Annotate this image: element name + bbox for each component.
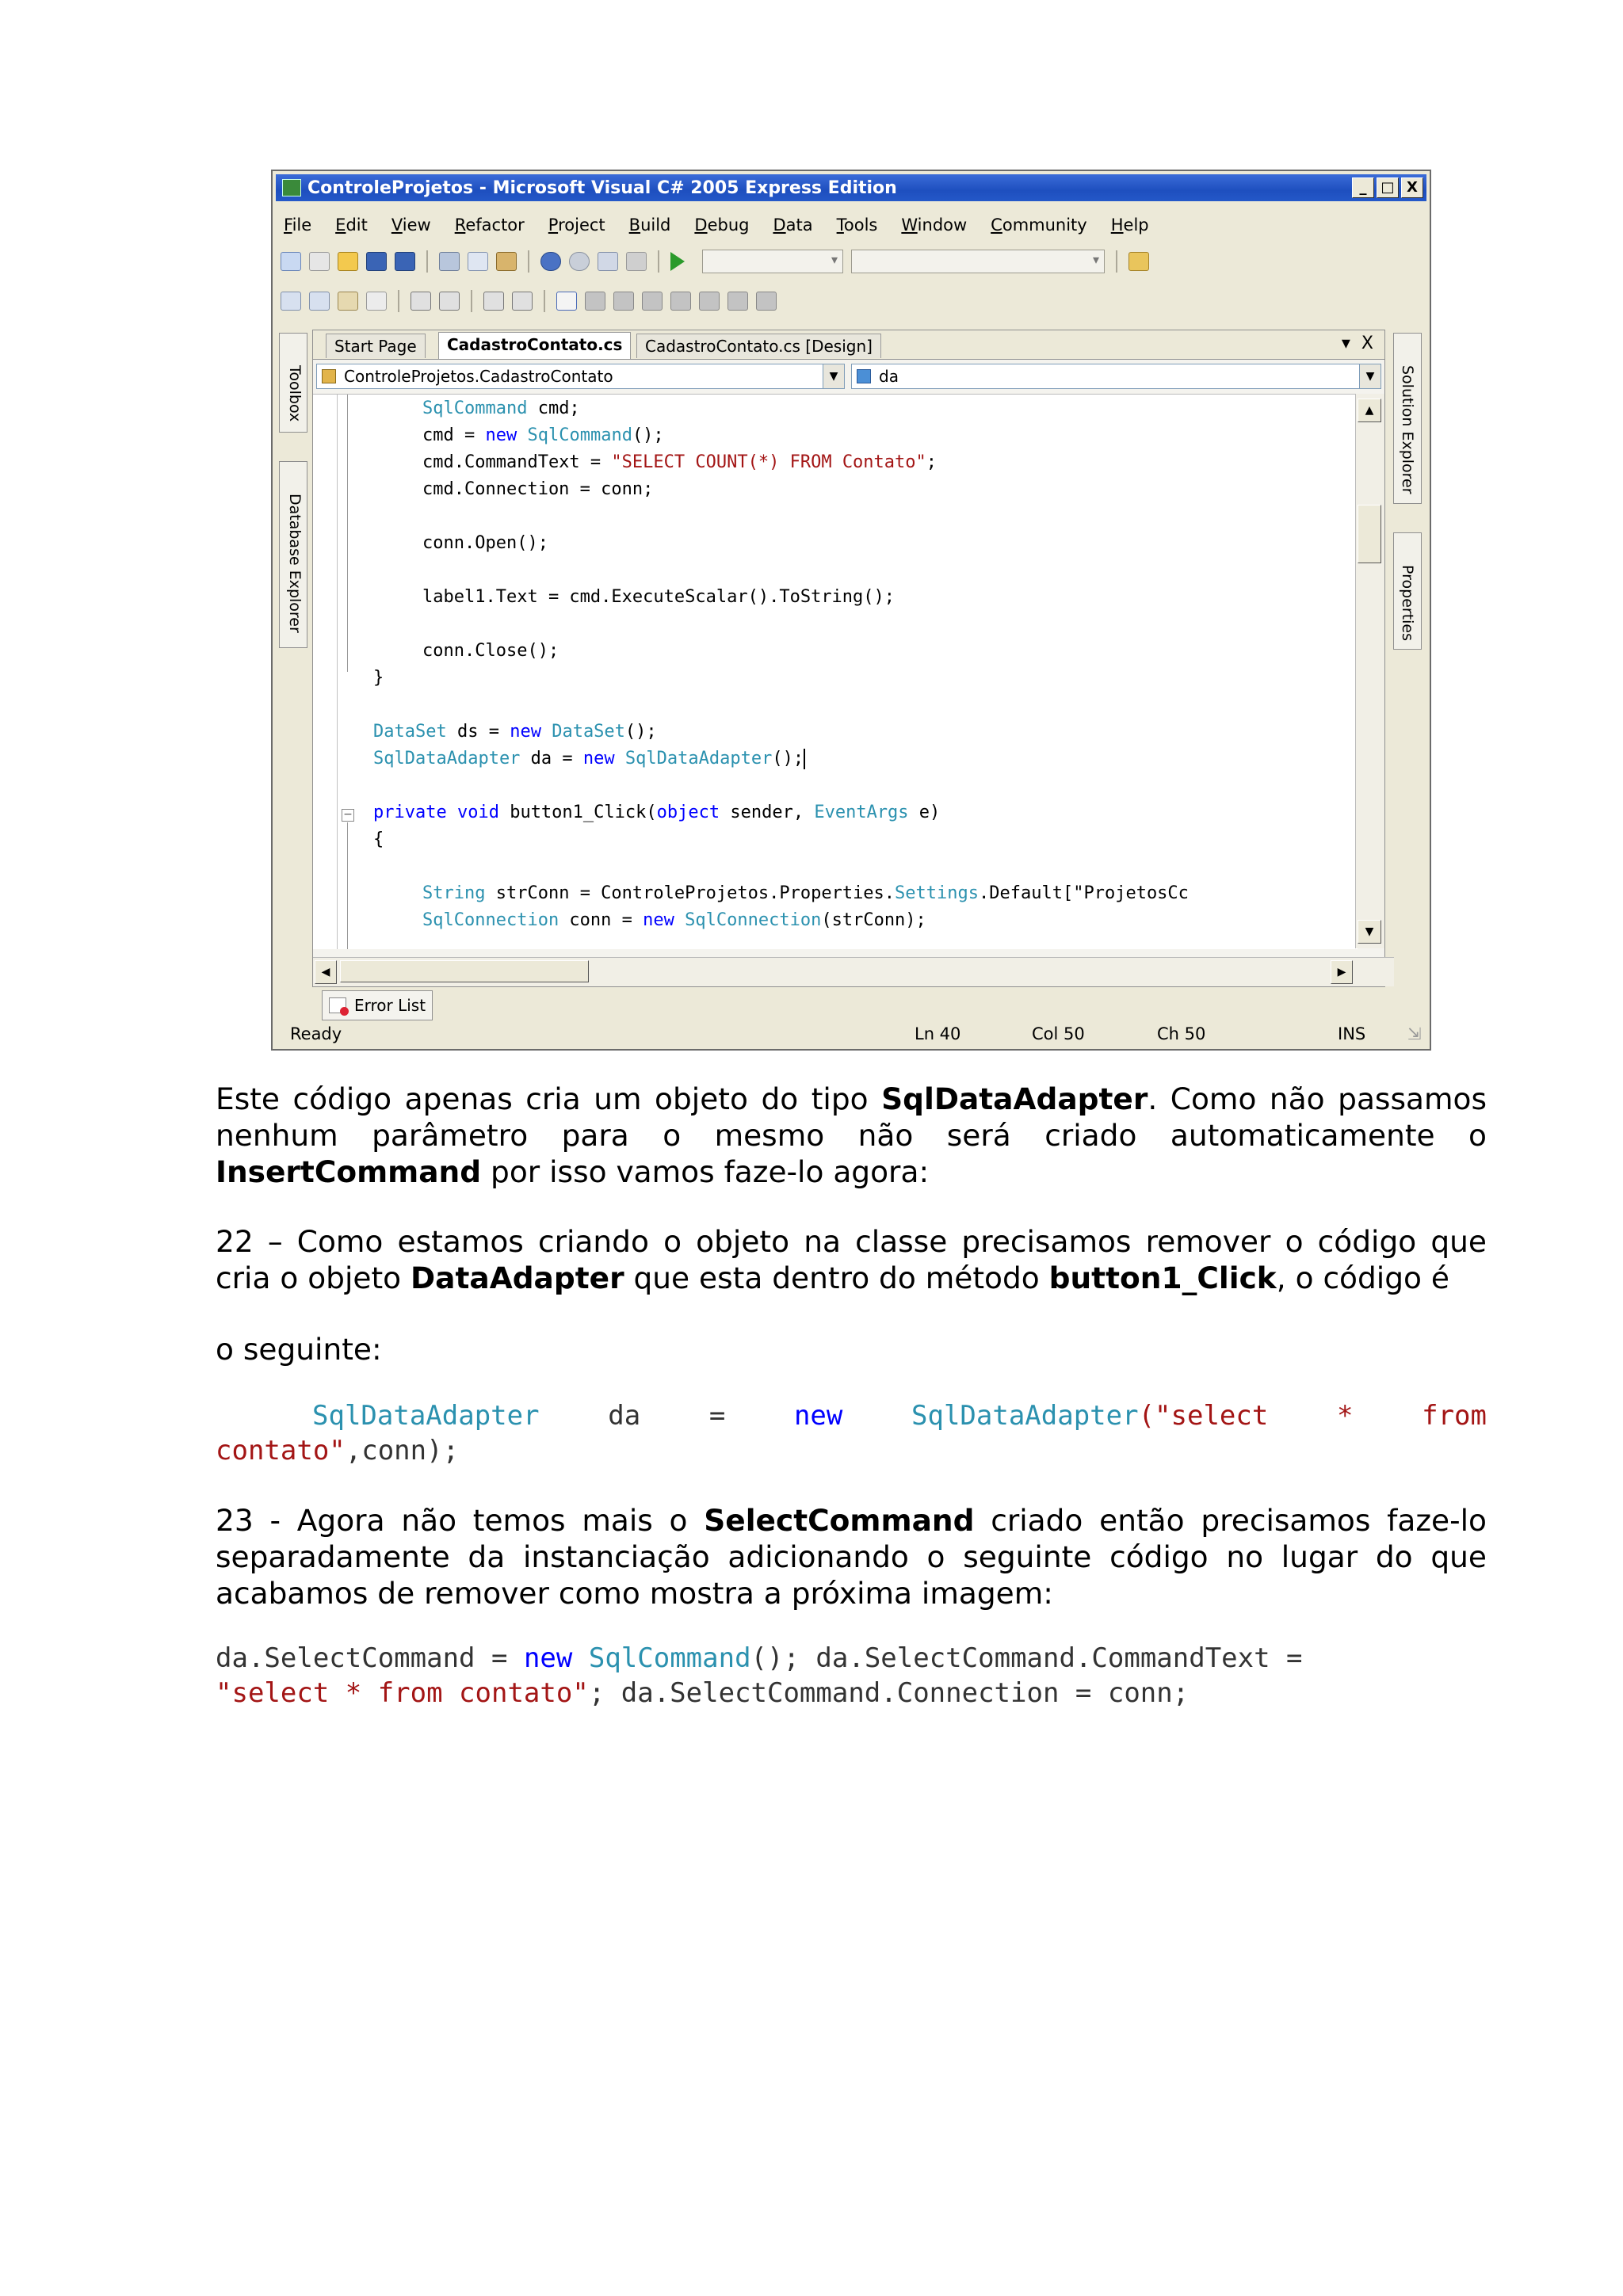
code-token: EventArgs bbox=[814, 803, 909, 822]
add-item-icon[interactable] bbox=[309, 252, 330, 271]
p1-text-c: . Como não passamos nenhum parâmetro para o mesmo não será criado automaticamente o bbox=[216, 1081, 1487, 1153]
menu-debug[interactable]: Debug bbox=[694, 215, 750, 235]
p1-bold-insertcommand: InsertCommand bbox=[216, 1154, 482, 1189]
code-token: ds = bbox=[446, 722, 510, 742]
copy-icon[interactable] bbox=[468, 252, 488, 271]
tab-start-page[interactable]: Start Page bbox=[326, 334, 426, 358]
menu-project[interactable]: Project bbox=[548, 215, 605, 235]
app-icon bbox=[282, 179, 301, 196]
menu-window[interactable]: Window bbox=[901, 215, 968, 235]
menu-community[interactable]: Community bbox=[991, 215, 1087, 235]
toolbar-separator bbox=[528, 250, 529, 273]
code-token: new bbox=[485, 425, 517, 445]
snippet2-a: da.SelectCommand = bbox=[216, 1642, 524, 1674]
code-snippet-2-line-2 bbox=[216, 1676, 1487, 1711]
vertical-scrollbar[interactable] bbox=[1355, 394, 1384, 948]
code-token: conn = bbox=[559, 910, 643, 930]
paragraph-3: o seguinte: bbox=[216, 1332, 382, 1367]
code-token: sender, bbox=[720, 803, 815, 822]
save-all-icon[interactable] bbox=[395, 252, 415, 271]
scroll-right-icon[interactable]: ▶ bbox=[1331, 960, 1353, 984]
database-explorer-tab-label: Database Explorer bbox=[286, 494, 304, 633]
properties-tab[interactable] bbox=[1393, 532, 1422, 650]
text-caret bbox=[804, 749, 805, 769]
object-members-icon[interactable] bbox=[281, 292, 301, 311]
code-token: (); bbox=[624, 722, 657, 742]
code-line[interactable] bbox=[422, 423, 664, 448]
code-line[interactable] bbox=[373, 719, 657, 745]
p4-text-a: 23 - Agora não temos mais o bbox=[216, 1503, 705, 1538]
snippet1-star: * bbox=[1336, 1400, 1354, 1432]
clear-bookmarks-icon[interactable] bbox=[756, 292, 777, 311]
paragraph-1 bbox=[216, 1081, 1487, 1190]
member-combo-value: da bbox=[879, 367, 899, 386]
error-list-label: Error List bbox=[354, 996, 426, 1015]
status-char: Ch 50 bbox=[1157, 1024, 1206, 1043]
maximize-button[interactable]: □ bbox=[1377, 177, 1399, 198]
ide-screenshot bbox=[271, 170, 1431, 1051]
status-line: Ln 40 bbox=[915, 1024, 961, 1043]
solution-config-combo[interactable] bbox=[702, 250, 843, 273]
code-line[interactable] bbox=[422, 477, 653, 502]
code-token: conn.Open(); bbox=[422, 533, 548, 553]
code-token: object bbox=[656, 803, 720, 822]
field-icon bbox=[857, 369, 871, 383]
p2-text-c: que esta dentro do método bbox=[624, 1261, 1049, 1295]
p2-text-d: , o código é bbox=[1276, 1261, 1449, 1295]
outline-line bbox=[347, 822, 348, 949]
new-project-icon[interactable] bbox=[281, 252, 301, 271]
code-token: SqlDataAdapter bbox=[624, 749, 773, 769]
snippet1-from: from bbox=[1422, 1400, 1487, 1432]
code-line[interactable] bbox=[422, 396, 580, 421]
increase-indent-icon[interactable] bbox=[439, 292, 460, 311]
menu-refactor[interactable]: Refactor bbox=[454, 215, 525, 235]
code-token: conn.Close(); bbox=[422, 641, 559, 661]
tab-cadastrocontato-cs[interactable]: CadastroContato.cs bbox=[438, 332, 631, 359]
code-token: cmd = bbox=[422, 425, 486, 445]
parameter-info-icon[interactable] bbox=[309, 292, 330, 311]
document-tabs bbox=[313, 330, 1384, 360]
member-combo[interactable] bbox=[851, 364, 1381, 389]
code-token: SqlConnection bbox=[422, 910, 559, 930]
code-token: ; bbox=[926, 452, 938, 472]
menu-build[interactable]: Build bbox=[628, 215, 671, 235]
standard-toolbar bbox=[281, 246, 1422, 277]
snippet1-rest: ,conn); bbox=[345, 1435, 460, 1466]
toolbox-tab[interactable] bbox=[279, 333, 307, 433]
code-token: new bbox=[510, 722, 541, 742]
tab-cadastrocontato-design[interactable]: CadastroContato.cs [Design] bbox=[636, 334, 881, 358]
code-token: SqlDataAdapter bbox=[373, 749, 521, 769]
editor-window bbox=[312, 330, 1385, 987]
code-token: button1_Click( bbox=[498, 803, 657, 822]
code-token bbox=[447, 803, 457, 822]
menu-help[interactable]: Help bbox=[1110, 215, 1149, 235]
code-token: void bbox=[456, 803, 499, 822]
code-token: da = bbox=[520, 749, 583, 769]
code-editor[interactable] bbox=[313, 394, 1358, 949]
paragraph-2 bbox=[216, 1223, 1487, 1296]
code-line[interactable] bbox=[422, 531, 548, 556]
code-token: cmd.Connection = conn; bbox=[422, 479, 654, 499]
toolbar-separator bbox=[544, 290, 545, 312]
code-line[interactable] bbox=[373, 827, 384, 852]
navigate-icon[interactable] bbox=[598, 252, 618, 271]
snippet2-string: "select * from contato" bbox=[216, 1677, 589, 1709]
code-token: { bbox=[373, 830, 384, 849]
window-title: ControleProjetos - Microsoft Visual C# 2005 Express Edition bbox=[307, 177, 897, 198]
code-token: (); bbox=[632, 425, 664, 445]
title-bar bbox=[276, 174, 1426, 201]
p4-text-c: criado então precisamos faze-lo separadamente da instanciação adicionando o seguinte código no lugar do que acabamos de remover como mostra a próxima imagem: bbox=[216, 1503, 1487, 1611]
outline-line bbox=[347, 395, 348, 672]
snippet1-string-end: contato" bbox=[216, 1435, 346, 1466]
scroll-down-icon[interactable]: ▼ bbox=[1358, 920, 1381, 944]
start-debugging-icon[interactable] bbox=[670, 252, 685, 271]
class-icon bbox=[322, 369, 336, 383]
code-token: new bbox=[582, 749, 615, 769]
cut-icon[interactable] bbox=[439, 252, 460, 271]
snippet1-ctor-type: SqlDataAdapter bbox=[911, 1400, 1139, 1432]
uncomment-icon[interactable] bbox=[512, 292, 533, 311]
solution-explorer-tab[interactable] bbox=[1393, 333, 1422, 504]
snippet2-space bbox=[572, 1642, 588, 1674]
doc-tab-controls bbox=[1342, 334, 1373, 353]
code-line[interactable] bbox=[373, 800, 940, 826]
code-token: cmd; bbox=[527, 399, 580, 418]
code-token: DataSet bbox=[373, 722, 447, 742]
snippet1-ctor bbox=[911, 1399, 1268, 1433]
scroll-thumb[interactable] bbox=[1358, 505, 1381, 563]
class-combo-value: ControleProjetos.CadastroContato bbox=[344, 367, 613, 386]
toolbar-separator bbox=[398, 290, 399, 312]
toolbar-separator bbox=[426, 250, 428, 273]
snippet1-var: da bbox=[608, 1400, 641, 1432]
window-controls bbox=[1352, 177, 1423, 198]
status-bar bbox=[273, 1019, 1430, 1049]
class-combo[interactable] bbox=[316, 364, 845, 389]
code-snippet-1-line-1 bbox=[312, 1399, 1487, 1433]
code-token: (strConn); bbox=[821, 910, 926, 930]
status-ready: Ready bbox=[290, 1024, 342, 1043]
toolbox-tab-label: Toolbox bbox=[286, 365, 304, 422]
code-line[interactable] bbox=[422, 585, 895, 610]
code-line[interactable] bbox=[422, 881, 1189, 906]
active-files-dropdown-icon[interactable]: ▾ bbox=[1341, 334, 1350, 353]
error-list-icon bbox=[329, 997, 346, 1013]
code-token bbox=[541, 722, 552, 742]
text-editor-toolbar bbox=[281, 285, 1422, 317]
menu-tools[interactable]: Tools bbox=[836, 215, 878, 235]
close-document-icon[interactable]: X bbox=[1361, 334, 1373, 353]
p2-text-a: 22 – Como estamos criando o objeto na classe precisamos remover o código que cria o objeto bbox=[216, 1224, 1487, 1295]
menu-edit[interactable]: Edit bbox=[335, 215, 368, 235]
navigation-bar bbox=[313, 360, 1384, 392]
prev-bookmark-icon[interactable] bbox=[585, 292, 605, 311]
code-token: SqlConnection bbox=[685, 910, 822, 930]
code-token: (); bbox=[772, 749, 804, 769]
class-combo-dropdown-icon[interactable]: ▼ bbox=[823, 364, 844, 388]
scroll-up-icon[interactable]: ▲ bbox=[1358, 399, 1381, 422]
code-token: "SELECT COUNT(*) FROM Contato" bbox=[611, 452, 926, 472]
next-bookmark-doc-icon[interactable] bbox=[727, 292, 748, 311]
member-combo-dropdown-icon[interactable]: ▼ bbox=[1359, 364, 1381, 388]
undo-icon[interactable] bbox=[540, 252, 561, 271]
complete-word-icon[interactable] bbox=[366, 292, 387, 311]
code-line[interactable] bbox=[422, 908, 926, 933]
code-token: SqlCommand bbox=[527, 425, 632, 445]
code-line[interactable] bbox=[422, 639, 559, 664]
toolbar-separator bbox=[1116, 250, 1117, 273]
code-token: label1.Text = cmd.ExecuteScalar().ToString(); bbox=[422, 587, 896, 607]
resize-grip-icon[interactable]: ⇲ bbox=[1407, 1024, 1422, 1043]
horizontal-scroll-thumb[interactable] bbox=[340, 960, 589, 982]
code-snippet-2-line-1 bbox=[216, 1642, 1487, 1676]
comment-icon[interactable] bbox=[483, 292, 504, 311]
menu-view[interactable]: View bbox=[391, 215, 431, 235]
database-explorer-tab[interactable] bbox=[279, 461, 307, 648]
toggle-bookmark-icon[interactable] bbox=[556, 292, 577, 311]
toolbar-separator bbox=[658, 250, 659, 273]
save-icon[interactable] bbox=[366, 252, 387, 271]
menu-data[interactable]: Data bbox=[773, 215, 813, 235]
solution-explorer-icon[interactable] bbox=[1128, 252, 1149, 271]
snippet1-string-start: ("select bbox=[1138, 1400, 1269, 1432]
paste-icon[interactable] bbox=[496, 252, 517, 271]
snippet2-rest: ; da.SelectCommand.Connection = conn; bbox=[588, 1677, 1190, 1709]
code-token: SqlCommand bbox=[422, 399, 528, 418]
next-bookmark-icon[interactable] bbox=[613, 292, 634, 311]
scroll-left-icon[interactable]: ◀ bbox=[315, 960, 337, 984]
code-snippet-1-line-2 bbox=[216, 1434, 1487, 1468]
code-token: private bbox=[373, 803, 447, 822]
decrease-indent-icon[interactable] bbox=[411, 292, 431, 311]
code-token bbox=[615, 749, 625, 769]
properties-tab-label: Properties bbox=[1399, 565, 1416, 642]
paragraph-4 bbox=[216, 1502, 1487, 1611]
p1-bold-sqldataadapter: SqlDataAdapter bbox=[881, 1081, 1148, 1116]
code-token: new bbox=[643, 910, 674, 930]
code-token: e) bbox=[908, 803, 941, 822]
menu-bar bbox=[284, 212, 1149, 238]
find-combo[interactable] bbox=[851, 250, 1105, 273]
menu-file[interactable]: File bbox=[284, 215, 312, 235]
snippet2-type: SqlCommand bbox=[588, 1642, 751, 1674]
p1-text-a: Este código apenas cria um objeto do tipo bbox=[216, 1081, 882, 1116]
snippet1-new: new bbox=[793, 1400, 843, 1432]
p1-text-d: por isso vamos faze-lo agora: bbox=[481, 1154, 930, 1189]
snippet1-equals: = bbox=[708, 1400, 726, 1432]
error-list-tab[interactable] bbox=[322, 990, 433, 1020]
code-token: strConn = ControleProjetos.Properties. bbox=[485, 883, 896, 903]
quick-info-icon[interactable] bbox=[338, 292, 358, 311]
status-column: Col 50 bbox=[1032, 1024, 1085, 1043]
redo-icon[interactable] bbox=[569, 252, 590, 271]
bookmark-icon[interactable] bbox=[626, 252, 647, 271]
status-insert-mode: INS bbox=[1338, 1024, 1366, 1043]
minimize-button[interactable]: _ bbox=[1352, 177, 1374, 198]
code-token: Settings bbox=[895, 883, 980, 903]
toolbar-separator bbox=[471, 290, 472, 312]
solution-explorer-tab-label: Solution Explorer bbox=[1399, 365, 1416, 494]
code-token bbox=[517, 425, 527, 445]
open-folder-icon[interactable] bbox=[338, 252, 358, 271]
code-token: DataSet bbox=[552, 722, 625, 742]
code-token: .Default["ProjetosCc bbox=[979, 883, 1189, 903]
code-token: cmd.CommandText = bbox=[422, 452, 612, 472]
prev-bookmark-doc-icon[interactable] bbox=[699, 292, 720, 311]
code-line[interactable] bbox=[373, 746, 805, 772]
p2-bold-dataadapter: DataAdapter bbox=[411, 1261, 624, 1295]
code-token bbox=[674, 910, 685, 930]
prev-bookmark-folder-icon[interactable] bbox=[642, 292, 663, 311]
horizontal-scrollbar[interactable] bbox=[313, 957, 1394, 986]
snippet2-b: (); da.SelectCommand.CommandText = bbox=[750, 1642, 1303, 1674]
indicator-margin bbox=[313, 395, 338, 949]
code-line[interactable] bbox=[373, 666, 384, 691]
snippet1-type: SqlDataAdapter bbox=[312, 1400, 540, 1432]
p2-bold-button1-click: button1_Click bbox=[1048, 1261, 1277, 1295]
code-line[interactable] bbox=[422, 450, 937, 475]
close-button[interactable]: X bbox=[1401, 177, 1423, 198]
p4-bold-selectcommand: SelectCommand bbox=[704, 1503, 975, 1538]
snippet2-new: new bbox=[523, 1642, 573, 1674]
next-bookmark-folder-icon[interactable] bbox=[670, 292, 691, 311]
collapse-icon[interactable]: − bbox=[342, 809, 354, 822]
code-token: String bbox=[422, 883, 486, 903]
code-token: } bbox=[373, 668, 384, 688]
